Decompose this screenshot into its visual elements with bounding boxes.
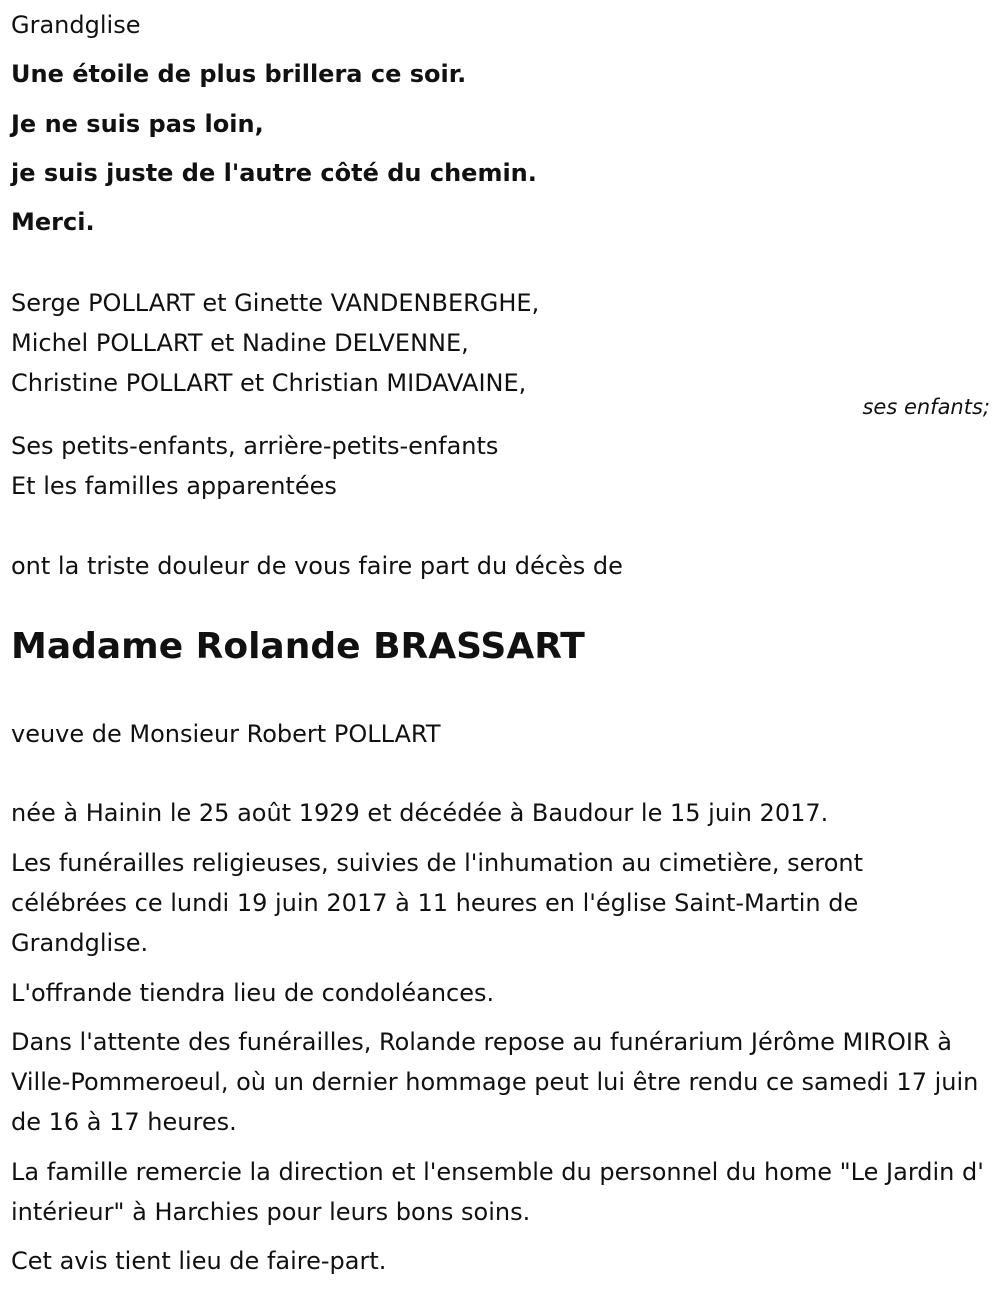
spouse-text: veuve de Monsieur Robert POLLART [11,720,441,748]
quote-line-4: Merci. [11,208,95,236]
family-line-1: Ses petits-enfants, arrière-petits-enfants [11,432,499,460]
closing-paragraph: Cet avis tient lieu de faire-part. [11,1247,387,1275]
funeral-paragraph: Les funérailles religieuses, suivies de l'inhumation au cimetière, seront célébrées ce lundi 19 juin 2017 à 11 heures en l'église Saint-Martin de Grandglise. [11,849,864,957]
family-line-2: Et les familles apparentées [11,472,337,500]
birth-death-paragraph: née à Hainin le 25 août 1929 et décédée à Baudour le 15 juin 2017. [11,799,829,827]
announcement-text: ont la triste douleur de vous faire part du décès de [11,552,623,580]
child-line-1: Serge POLLART et Ginette VANDENBERGHE, [11,289,540,317]
children-label: ses enfants; [862,395,990,419]
visitation-paragraph: Dans l'attente des funérailles, Rolande repose au funérarium Jérôme MIROIR à Ville-Pommeroeul, où un dernier hommage peut lui être rendu ce samedi 17 juin de 16 à 17 heures. [11,1028,979,1136]
quote-line-1: Une étoile de plus brillera ce soir. [11,60,467,88]
place-heading: Grandglise [11,11,141,39]
child-line-2: Michel POLLART et Nadine DELVENNE, [11,329,469,357]
quote-line-2: Je ne suis pas loin, [11,110,264,138]
child-line-3: Christine POLLART et Christian MIDAVAINE, [11,369,527,397]
deceased-name: Madame Rolande BRASSART [11,626,585,667]
offering-paragraph: L'offrande tiendra lieu de condoléances. [11,979,495,1007]
thanks-paragraph: La famille remercie la direction et l'ensemble du personnel du home "Le Jardin d' intérieur" à Harchies pour leurs bons soins. [11,1158,984,1226]
quote-line-3: je suis juste de l'autre côté du chemin. [11,159,537,187]
